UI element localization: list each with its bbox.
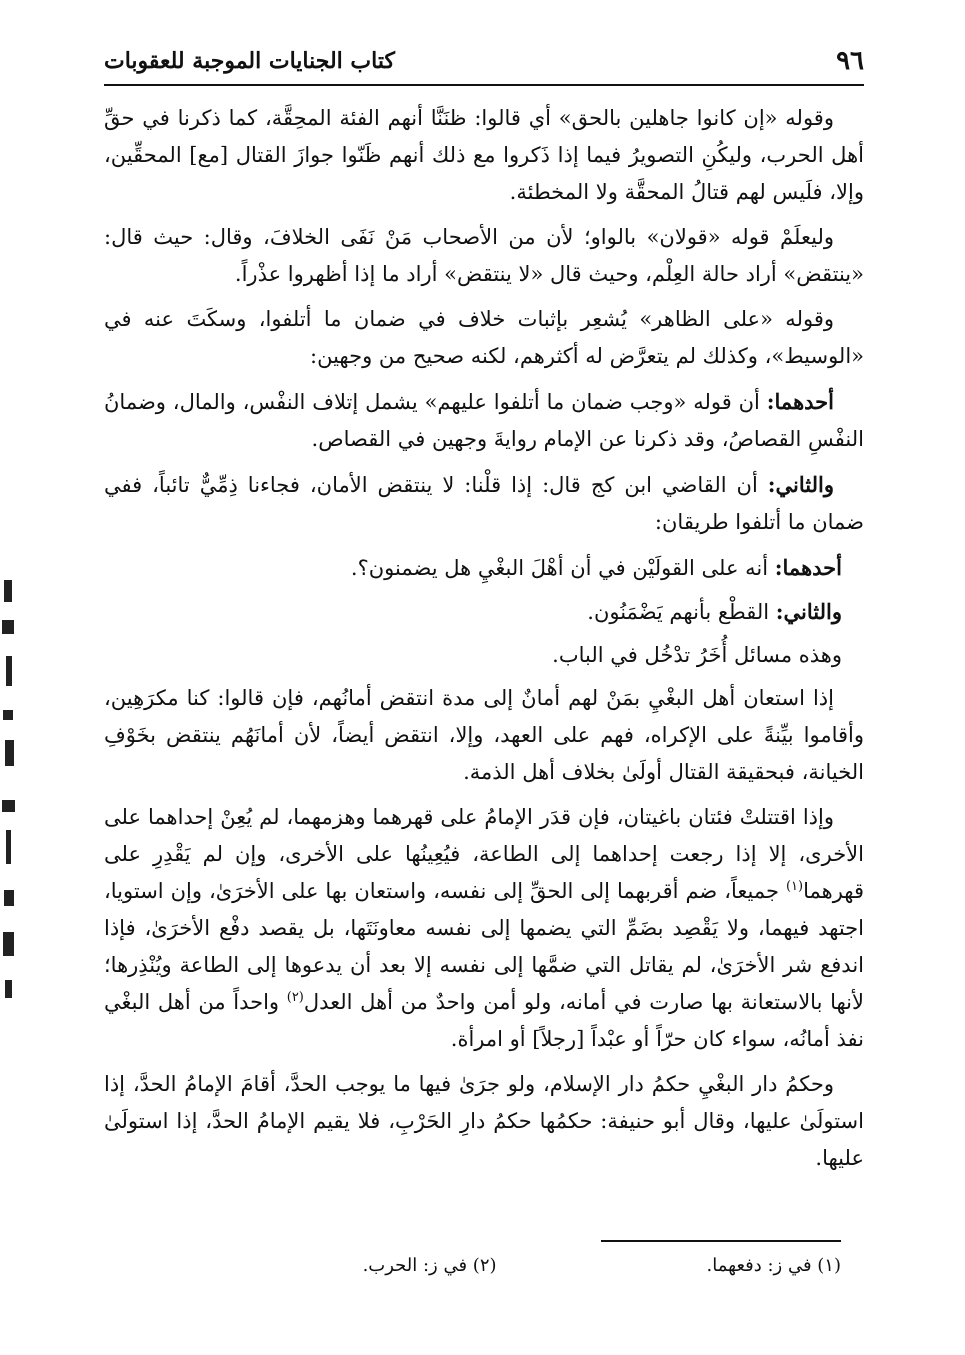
paragraph-text: وليعلَمْ قوله «قولان» بالواو؛ لأن من الأصحاب مَنْ نَفَى الخلافَ، وقال: حيث قال: «ينتقض» أراد حالة العِلْم، وحيث قال «لا ينتقض» أراد ما إذا أظهروا عذْراً.	[104, 225, 864, 286]
paragraph-text: أنه على القولَيْن في أن أهْلَ البغْيِ هل يضمنون؟.	[350, 556, 775, 580]
paragraph-8	[104, 637, 864, 674]
page-header	[104, 38, 864, 86]
footnote-2: (٢) في ز: الحرب.	[362, 1255, 497, 1276]
paragraph-7	[104, 593, 864, 631]
footnote-divider	[601, 1240, 841, 1242]
paragraph-1	[104, 100, 864, 211]
paragraph-text: جميعاً، ضم أقربهما إلى الحقِّ إلى نفسه، واستعان بها على الأخرَىٰ، وإن استويا، اجتهد فيهما، ولا يَقْصِد بضَمِّ التي يضمها إلى نفسه معاونَتَها، بل يقصد دفْع الأخرَىٰ، فإذا اندفع شر الأخرَىٰ، لم يقاتل التي ضمَّها إلى نفسه إلا بعد أن يدعوها إلى الطاعة ويُنْذِرها؛ لأنها بالاستعانة بها صارت في أمانه، ولو أمن واحدٌ من أهل العدل	[104, 879, 864, 1014]
footnote-1: (١) في ز: دفعهما.	[706, 1255, 841, 1276]
paragraph-9	[104, 680, 864, 791]
page-number: ٩٦	[836, 46, 864, 76]
paragraph-lead: أحدهما:	[774, 555, 842, 580]
paragraph-text: أن القاضي ابن كج قال: إذا قلْنا: لا ينتقض الأمان، فجاءنا ذِمِّيٌّ تائباً، ففي ضمان ما أتلفوا طريقان:	[104, 473, 864, 534]
paragraph-2	[104, 219, 864, 293]
running-title: كتاب الجنايات الموجبة للعقوبات	[104, 48, 395, 74]
footnote-ref-2[interactable]: (٢)	[286, 990, 304, 1005]
paragraph-10	[104, 799, 864, 1058]
paragraph-lead: والثاني:	[767, 472, 834, 497]
paragraph-text: وقوله «على الظاهر» يُشعِر بإثبات خلاف في ضمان ما أتلفوا، وسكَتَ عنه في «الوسيط»، وكذلك لم يتعرَّض له أكثرهم، لكنه صحيح من وجهين:	[104, 307, 864, 368]
paragraph-text: وإذا اقتتلتْ فئتان باغيتان، فإن قدَر الإمامُ على قهرهما وهزمهما، لم يُعِنْ إحداهما على الأخرى، إلا إذا رجعت إحداهما إلى الطاعة، فيُعِينُها على الأخرى، وإن لم يَقْدِرِ على قهرهما	[104, 805, 864, 903]
paragraph-text: وقوله «إن كانوا جاهلين بالحق» أي قالوا: ظنَنَّا أنهم الفئة المحِقَّة، كما ذكرنا في حقِّ أهل الحرب، وليكُنِ التصويرُ فيما إذا ذَكروا مع ذلك أنهم ظَنّوا جوازَ القتال [مع] المحقِّين، وإلا، فلَيس لهم قتالُ المحقَّة ولا المخطئة.	[104, 106, 864, 204]
footnotes	[221, 1252, 841, 1280]
footnote-ref-1[interactable]: (١)	[785, 879, 804, 894]
paragraph-text: القطْع بأنهم يَضْمَنُون.	[587, 600, 776, 624]
paragraph-text: أن قوله «وجب ضمان ما أتلفوا عليهم» يشمل إتلاف النفْس، والمال، وضمانُ النفْسِ القصاصُ، وقد ذكرنا عن الإمام روايةَ وجهين في القصاص.	[104, 390, 864, 451]
paragraph-lead: والثاني:	[775, 599, 842, 624]
paragraph-5	[104, 466, 864, 541]
paragraph-11	[104, 1066, 864, 1177]
paragraph-text: واحداً من أهل البغْي نفذ أمانُه، سواء كان حرّاً أو عبْداً [رجلاً] أو امرأة.	[104, 990, 864, 1051]
paragraph-text: وحكمُ دار البغْيِ حكمُ دار الإسلام، ولو جرَىٰ فيها ما يوجب الحدَّ، أقامَ الإمامُ الحدَّ، إذا استولَىٰ عليها، وقال أبو حنيفة: حكمُها حكمُ دارِ الحَرْبِ، فلا يقيم الإمامُ الحدَّ، إذا استولَىٰ عليها.	[104, 1072, 864, 1170]
paragraph-text: إذا استعان أهل البغْيِ بمَنْ لهم أمانٌ إلى مدة انتقض أمانُهم، فإن قالوا: كنا مكرَهِين، وأقاموا بيِّنةً على الإكراه، فهم على العهد، وإلا، انتقض أيضاً، لأن أمانَهُم ينتقض بخَوْفِ الخيانة، فبحقيقة القتال أولَىٰ بخلاف أهل الذمة.	[104, 686, 864, 784]
paragraph-4	[104, 383, 864, 458]
paragraph-6	[104, 549, 864, 587]
paragraph-3	[104, 301, 864, 375]
paragraph-lead: أحدهما:	[766, 389, 834, 414]
paragraph-text: وهذه مسائل أُخَرُ تدْخُل في الباب.	[552, 643, 842, 667]
main-text	[104, 100, 864, 1185]
scan-edge-marks	[0, 560, 26, 1020]
